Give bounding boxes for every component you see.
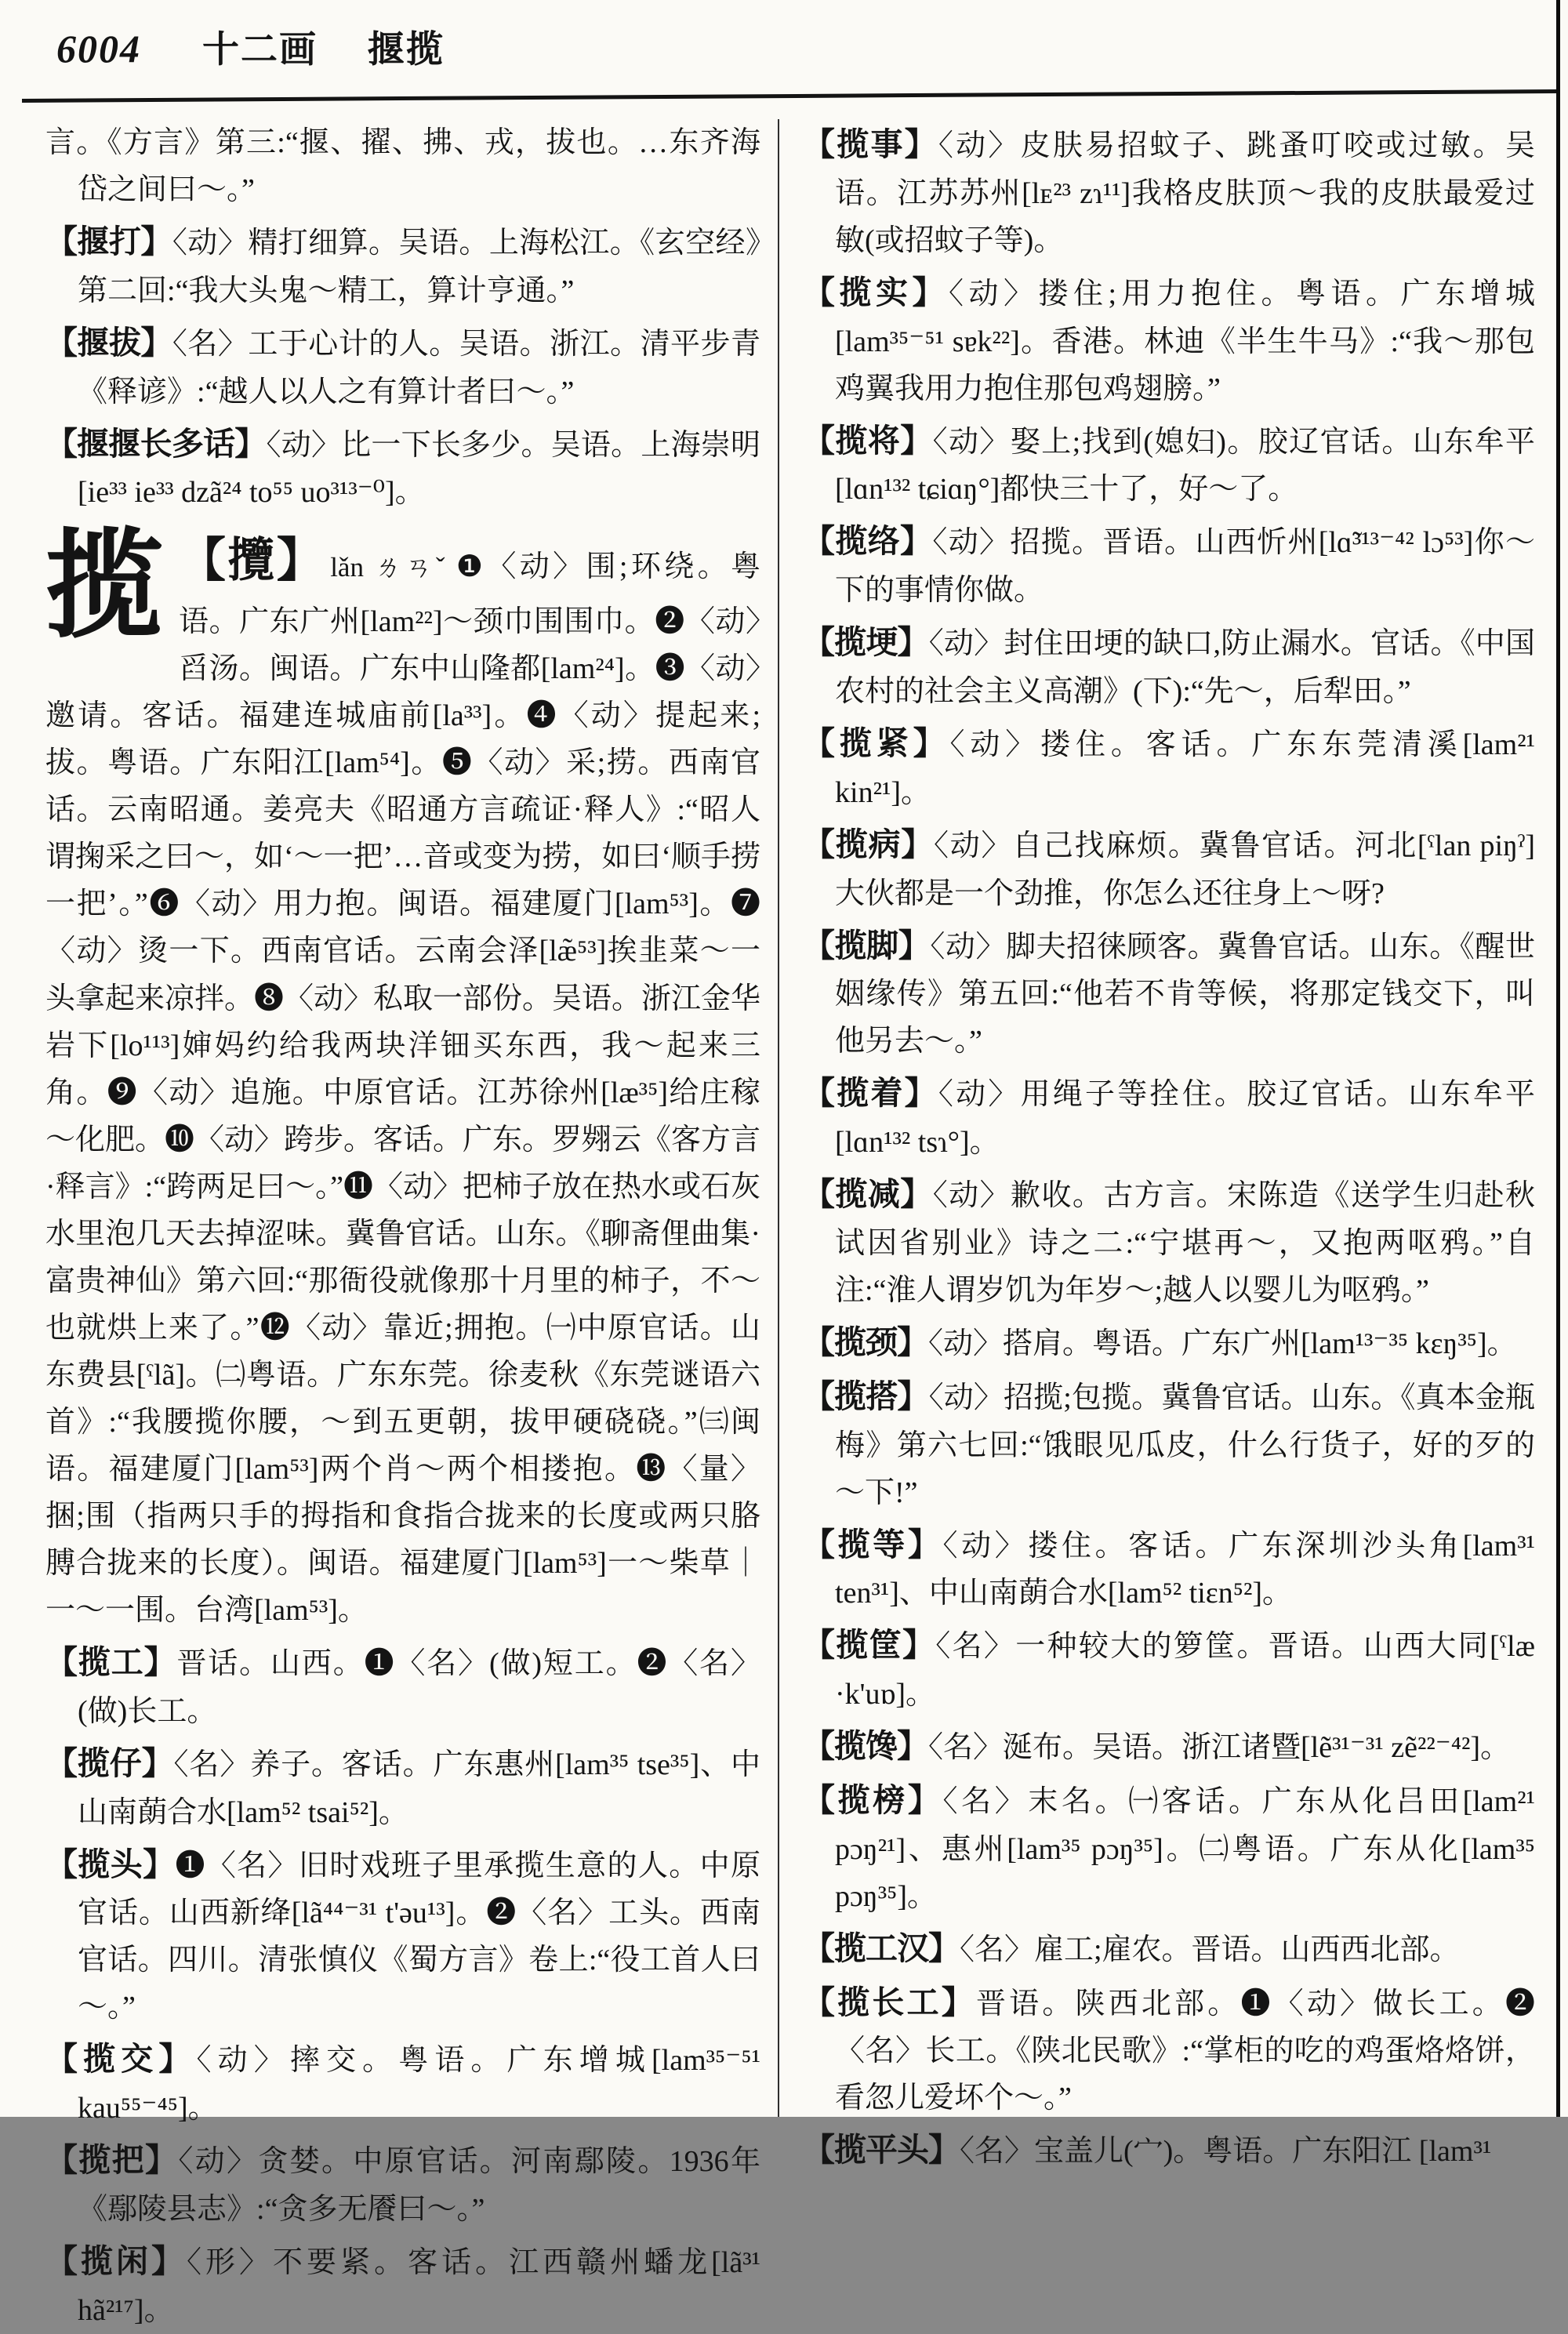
entry-headword: 【揠打】 (45, 223, 172, 260)
entry-body: 〈动〉招揽;包揽。冀鲁官话。山东。《真本金瓶梅》第六七回:“饿眼见瓜皮，什么行货子，好的歹的～下!” (835, 1381, 1536, 1509)
text-columns (45, 119, 1536, 2327)
entry-headword: 【揽病】 (803, 826, 934, 862)
entry-body: ❶〈动〉围;环绕。粤语。广东广州[lam²²]～颈巾围围巾。❷〈动〉舀汤。闽语。广东中山隆都[lam²⁴]。❸〈动〉邀请。客话。福建连城庙前[la³³]。❹〈动〉提起来;拔。粤语。广东阳江[lam⁵⁴]。❺〈动〉采;捞。西南官话。云南昭通。姜亮夫《昭通方言疏证·释人》:“昭人谓掬采之曰～，如‘～一把’…音或变为捞，如曰‘顺手捞一把’。”❻〈动〉用力抱。闽语。福建厦门[lam⁵³]。❼〈动〉烫一下。西南官话。云南会泽[læ̃⁵³]挨韭菜～一头拿起来凉拌。❽〈动〉私取一部份。吴语。浙江金华岩下[lo¹¹³]婶妈约给我两块洋钿买东西，我～起来三角。❾〈动〉追施。中原官话。江苏徐州[læ³⁵]给庄稼～化肥。❿〈动〉跨步。客话。广东。罗翙云《客方言·释言》:“跨两足曰～。”⓫〈动〉把柿子放在热水或石灰水里泡几天去掉涩味。冀鲁官话。山东。《聊斋俚曲集·富贵神仙》第六回:“那衙役就像那十月里的柿子，不～也就烘上来了。”⓬〈动〉靠近;拥抱。㈠中原官话。山东费县[ˤlã]。㈡粤语。广东东莞。徐麦秋《东莞谜语六首》:“我腰揽你腰，～到五更朝，拔甲硬硗硗。”㈢闽语。福建厦门[lam⁵³]两个肖～两个相搂抱。⓭〈量〉捆;围（指两只手的拇指和食指合拢来的长度或两只胳膊合拢来的长度）。闽语。福建厦门[lam⁵³]一～柴草｜一～一围。台湾[lam⁵³]。 (45, 550, 761, 1627)
entry-headword: 【揽长工】 (803, 1984, 976, 2020)
right-column (803, 119, 1536, 2169)
entry (803, 718, 1535, 816)
entry (45, 2236, 760, 2334)
entry-body: ❶〈名〉旧时戏班子里承揽生意的人。中原官话。山西新绛[lã⁴⁴⁻³¹ t'əu¹³]。❷〈名〉工头。西南官话。四川。清张慎仪《蜀方言》卷上:“役工首人曰～。” (78, 1849, 760, 2024)
entry-body: 〈动〉搂住。客话。广东深圳沙头角[lam³¹ ten³¹]、中山南蓢合水[lam⁵² tiɛn⁵²]。 (835, 1529, 1535, 1610)
entry-body: 〈动〉搂住;用力抱住。粤语。广东增城[lam³⁵⁻⁵¹ sɐk²²]。香港。林迪《半生牛马》:“我～那包鸡翼我用力抱住那包鸡翅膀。” (835, 277, 1536, 405)
entry-body: 〈动〉招揽。晋语。山西忻州[lɑ̃³¹³⁻⁴² lɔ⁵³]你～下的事情你做。 (835, 526, 1536, 608)
entry (803, 2125, 1535, 2176)
entry-body: 〈名〉末名。㈠客话。广东从化吕田[lam²¹ pɔŋ²¹]、惠州[lam³⁵ pɔŋ³⁵]。㈡粤语。广东从化[lam³⁵ pɔŋ³⁵]。 (835, 1785, 1535, 1913)
entry-headword: 【揽头】 (45, 1846, 176, 1882)
entry (803, 1371, 1535, 1516)
entry-body: 〈动〉精打细算。吴语。上海松江。《玄空经》第二回:“我大头鬼～精工，算计亨通。” (78, 227, 760, 307)
main-pronunciation: lǎn ㄌㄢˇ (330, 552, 448, 583)
entry (803, 1620, 1535, 1718)
entry (803, 1068, 1535, 1166)
entry-headword: 【揽平头】 (803, 2132, 960, 2169)
entry-body: 〈动〉封住田埂的缺口,防止漏水。官话。《中国农村的社会主义高潮》(下):“先～，后犁田。” (835, 627, 1535, 709)
entry-body: 〈动〉歉收。古方言。宋陈造《送学生归赴秋试因省别业》诗之二:“宁堪再～，又抱两呕鸦。”自注:“淮人谓岁饥为年岁～;越人以婴儿为呕鸦。” (835, 1179, 1536, 1308)
entry (45, 216, 760, 314)
entry-headword: 【揽馋】 (803, 1728, 928, 1765)
entry-headword: 【揽事】 (803, 126, 938, 162)
entry-headword: 【揠拔】 (45, 324, 172, 361)
entry-body: 〈动〉用绳子等拴住。胶辽官话。山东牟平[lɑn¹³² tsɿ°]。 (835, 1078, 1535, 1160)
entry-headword: 【揽筐】 (803, 1627, 936, 1664)
header-rule (22, 89, 1557, 103)
entry-body: 〈形〉不要紧。客话。江西赣州蟠龙[lã³¹ hã²¹⁷]。 (78, 2245, 760, 2327)
entry-headword: 【揽等】 (803, 1526, 943, 1563)
left-column (45, 119, 761, 2327)
entry (803, 1923, 1535, 1974)
entry-headword: 【揽闲】 (45, 2242, 187, 2279)
entry-body: 〈动〉搭肩。粤语。广东广州[lam¹³⁻³⁵ kɛŋ³⁵]。 (928, 1327, 1517, 1361)
entry (803, 119, 1535, 264)
entry-headword: 【揽减】 (803, 1176, 933, 1213)
entry-headword: 【揽实】 (803, 274, 949, 310)
entry (45, 419, 760, 517)
entry-body: 〈动〉摔交。粤语。广东增城[lam³⁵⁻⁵¹ kau⁵⁵⁻⁴⁵]。 (78, 2044, 761, 2125)
main-headword-variant: 【攬】 (179, 535, 326, 587)
entry-body: 〈名〉雇工;雇农。晋语。山西西北部。 (960, 1933, 1460, 1966)
entry-body: 〈名〉工于心计的人。吴语。浙江。清平步青《释谚》:“越人以人之有算计者曰～。” (78, 327, 760, 408)
entry (45, 1839, 760, 2031)
entry (803, 1169, 1535, 1314)
entry (45, 1738, 760, 1836)
entry (803, 1775, 1535, 1920)
entry-body: 言。《方言》第三:“揠、擢、拂、戎，拔也。…东齐海岱之间曰～。” (45, 126, 760, 207)
page-header (56, 20, 445, 73)
entry-body: 〈名〉养子。客话。广东惠州[lam³⁵ tse³⁵]、中山南蓢合水[lam⁵² tsai⁵²]。 (78, 1748, 760, 1829)
page-number: 6004 (56, 27, 141, 71)
entry-headword: 【揽工】 (45, 1643, 177, 1680)
entry-headword: 【揠揠长多话】 (45, 425, 267, 462)
entry-body: 〈动〉贪婪。中原官话。河南鄢陵。1936年《鄢陵县志》:“贪多无餍曰～。” (78, 2145, 760, 2226)
entry-body: 〈动〉皮肤易招蚊子、跳蚤叮咬或过敏。吴语。江苏苏州[lᴇ²³ zɿ¹¹]我格皮肤顶～我的皮肤最爱过敏(或招蚊子等)。 (835, 129, 1535, 257)
entry (803, 920, 1535, 1065)
entry (803, 819, 1535, 917)
entry-headword: 【揽把】 (45, 2142, 179, 2179)
entry-headword: 【揽紧】 (803, 725, 950, 762)
entry (45, 2034, 760, 2132)
entry-body: 〈动〉脚夫招徕顾客。冀鲁官话。山东。《醒世姻缘传》第五回:“他若不肯等候，将那定钱交下，叫他另去～。” (835, 930, 1535, 1058)
entry (45, 318, 760, 416)
entry-body: 〈动〉自己找麻烦。冀鲁官话。河北[ˤlan piŋˀ]大伙都是一个劲推，你怎么还往身上～呀? (835, 829, 1535, 910)
entry-body: 〈动〉娶上;找到(媳妇)。胶辽官话。山东牟平[lɑn¹³² tɕiɑŋ°]都快三十了，好～了。 (835, 425, 1535, 506)
entry-body: 晋语。陕西北部。❶〈动〉做长工。❷〈名〉长工。《陕北民歌》:“掌柜的吃的鸡蛋烙烙饼，看忽儿爱坏个～。” (835, 1987, 1535, 2115)
entry-body: 〈名〉一种较大的箩筐。晋语。山西大同[ˤlæ ·k'uɒ]。 (835, 1630, 1535, 1711)
entry (803, 1977, 1535, 2122)
entry-body: 晋话。山西。❶〈名〉(做)短工。❷〈名〉(做)长工。 (78, 1646, 761, 1728)
main-entry (45, 524, 760, 1633)
entry (803, 1317, 1535, 1368)
entry-headword: 【揽将】 (803, 422, 933, 459)
scan-edge-line (1556, 0, 1560, 2117)
entry-headword: 【揽仔】 (45, 1744, 174, 1781)
entry-headword: 【揽络】 (803, 523, 933, 560)
entry-headword: 【揽工汉】 (803, 1929, 960, 1966)
entry-headword: 【揽埂】 (803, 624, 929, 661)
entry (803, 267, 1535, 412)
entry (803, 1519, 1535, 1617)
section-characters: 揠揽 (368, 30, 445, 71)
entry (803, 1721, 1535, 1772)
entry (803, 516, 1535, 614)
entry-headword: 【揽交】 (45, 2041, 197, 2078)
stroke-count-label: 十二画 (202, 30, 318, 71)
entry-continuation (45, 119, 760, 213)
entry (45, 2135, 760, 2233)
column-divider-line (778, 119, 779, 2117)
entry-body: 〈动〉搂住。客话。广东东莞清溪[lam²¹ kin²¹]。 (835, 728, 1535, 809)
entry-body: 〈名〉涎布。吴语。浙江诸暨[lẽ³¹⁻³¹ zẽ²²⁻⁴²]。 (928, 1731, 1511, 1765)
entry-headword: 【揽榜】 (803, 1782, 943, 1819)
entry-headword: 【揽搭】 (803, 1378, 929, 1414)
entry-headword: 【揽脚】 (803, 927, 931, 964)
entry-body: 〈名〉宝盖儿(宀)。粤语。广东阳江 [lam³¹ (960, 2135, 1492, 2169)
entry-headword: 【揽着】 (803, 1075, 938, 1112)
entry (803, 617, 1535, 715)
main-headword-char: 揽 (45, 522, 164, 653)
entry-body: 〈动〉比一下长多少。吴语。上海崇明[ie³³ ie³³ dzã²⁴ to⁵⁵ uo³¹³⁻⁰]。 (78, 428, 761, 510)
entry-headword: 【揽颈】 (803, 1324, 928, 1361)
entry (803, 416, 1535, 514)
entry (45, 1637, 760, 1735)
